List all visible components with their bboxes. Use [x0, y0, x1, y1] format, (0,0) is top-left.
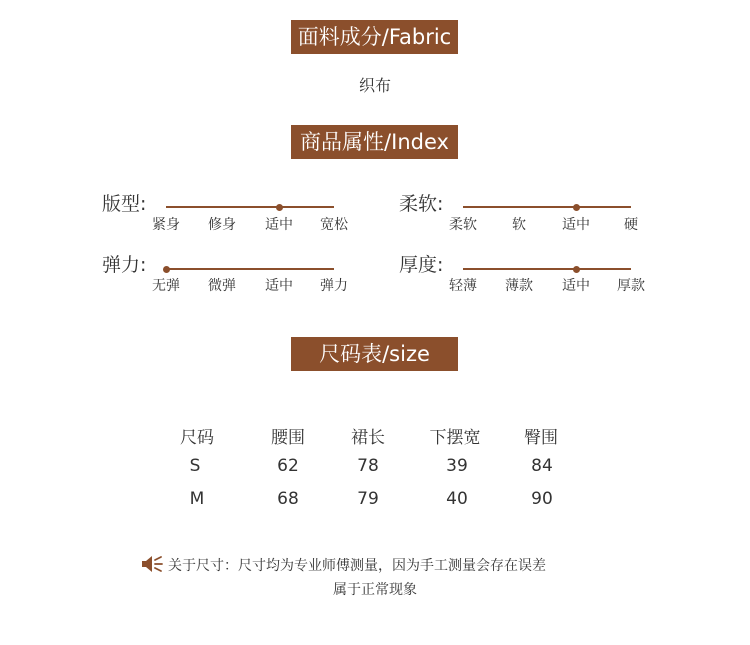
table-cell: 68	[277, 489, 299, 509]
attribute-option: 柔软	[449, 217, 477, 233]
attribute-option: 宽松	[320, 217, 348, 233]
note-line-1: 关于尺寸：尺寸均为专业师傅测量，因为手工测量会存在误差	[168, 558, 546, 574]
table-cell: 40	[446, 489, 468, 509]
attribute-option: 无弹	[152, 278, 180, 294]
size-title: 尺码表/size	[291, 337, 458, 371]
table-cell: 62	[277, 456, 299, 476]
attribute-track	[166, 268, 334, 270]
attribute-label: 版型:	[102, 193, 147, 215]
attribute-marker	[573, 204, 580, 211]
attribute-option: 微弹	[208, 278, 236, 294]
attribute-label: 厚度:	[399, 254, 444, 276]
attribute-label: 柔软:	[399, 193, 444, 215]
attribute-option: 软	[512, 217, 526, 233]
attribute-option: 适中	[562, 217, 590, 233]
table-cell: 90	[531, 489, 553, 509]
attribute-option: 弹力	[320, 278, 348, 294]
attribute-option: 薄款	[505, 278, 533, 294]
attribute-track	[463, 206, 631, 208]
table-cell: 84	[531, 456, 553, 476]
table-cell: 39	[446, 456, 468, 476]
fabric-title: 面料成分/Fabric	[291, 20, 458, 54]
size-table-header-cell: 尺码	[180, 428, 214, 448]
attribute-marker	[163, 266, 170, 273]
attribute-option: 硬	[624, 217, 638, 233]
attribute-label: 弹力:	[102, 254, 147, 276]
attribute-option: 厚款	[617, 278, 645, 294]
size-table-header-cell: 臀围	[524, 428, 558, 448]
attribute-marker	[276, 204, 283, 211]
size-table-header-cell: 下摆宽	[429, 428, 481, 448]
note-line-2: 属于正常现象	[333, 582, 417, 598]
table-cell: M	[189, 489, 205, 509]
table-cell: S	[189, 456, 201, 476]
attribute-option: 轻薄	[449, 278, 477, 294]
attribute-option: 修身	[208, 217, 236, 233]
size-table-header-cell: 裙长	[351, 428, 385, 448]
attribute-track	[463, 268, 631, 270]
speaker-icon	[141, 554, 163, 574]
table-cell: 79	[357, 489, 379, 509]
table-cell: 78	[357, 456, 379, 476]
attribute-marker	[573, 266, 580, 273]
size-table-header-cell: 腰围	[271, 428, 305, 448]
attribute-option: 适中	[265, 217, 293, 233]
attribute-option: 紧身	[152, 217, 180, 233]
fabric-value: 织布	[358, 76, 391, 95]
attribute-option: 适中	[562, 278, 590, 294]
attributes-title: 商品属性/Index	[291, 125, 458, 159]
attribute-option: 适中	[265, 278, 293, 294]
attribute-track	[166, 206, 334, 208]
